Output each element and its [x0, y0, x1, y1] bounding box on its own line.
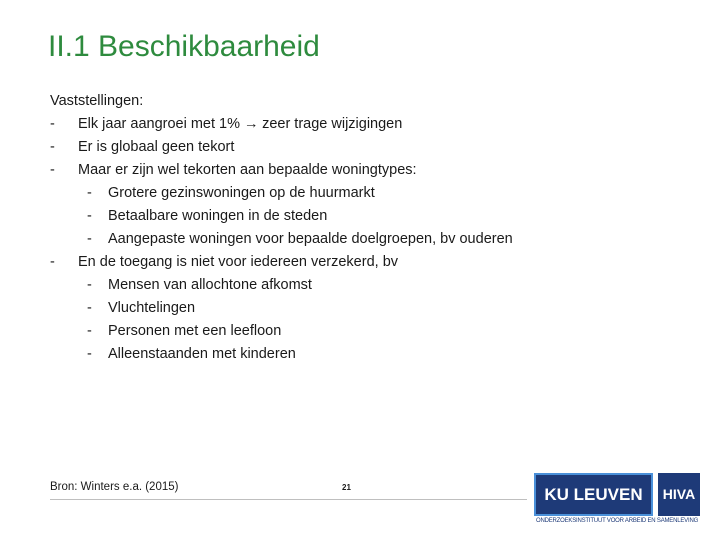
sub-bullet-text: Betaalbare woningen in de steden: [108, 208, 328, 224]
arrow-right-icon: →: [244, 116, 259, 132]
bullet-list: [50, 113, 513, 366]
sub-bullet-text: Grotere gezinswoningen op de huurmarkt: [108, 185, 375, 201]
sub-bullet-text: Alleenstaanden met kinderen: [108, 346, 296, 362]
sub-bullet-text: Personen met een leefloon: [108, 323, 282, 339]
bullet-dash: -: [87, 185, 92, 201]
bullet-text: Maar er zijn wel tekorten aan bepaalde woningtypes:: [78, 162, 417, 178]
bullet-item: [50, 251, 513, 274]
intro-text: Vaststellingen:: [50, 93, 144, 109]
logo-tagline: ONDERZOEKSINSTITUUT VOOR ARBEID EN SAMENLEVING: [536, 518, 699, 524]
sub-bullet-item: [50, 274, 513, 297]
bullet-dash: -: [50, 254, 55, 270]
bullet-text: En de toegang is niet voor iedereen verzekerd, bv: [78, 254, 399, 270]
sub-bullet-text: Aangepaste woningen voor bepaalde doelgroepen, bv ouderen: [108, 231, 513, 247]
bullet-dash: -: [50, 162, 55, 178]
bullet-item: [50, 159, 513, 182]
bullet-dash: -: [87, 231, 92, 247]
slide-title: II.1 Beschikbaarheid: [48, 30, 320, 63]
source-citation: Bron: Winters e.a. (2015): [50, 481, 179, 493]
footer-divider: [50, 499, 527, 500]
page-number: 21: [342, 483, 351, 492]
bullet-dash: -: [50, 139, 55, 155]
bullet-item: [50, 136, 513, 159]
bullet-dash: -: [50, 116, 55, 132]
sub-bullet-item: [50, 297, 513, 320]
sub-bullet-text: Mensen van allochtone afkomst: [108, 277, 312, 293]
bullet-dash: -: [87, 323, 92, 339]
bullet-text: Er is globaal geen tekort: [78, 139, 235, 155]
bullet-dash: -: [87, 346, 92, 362]
bullet-dash: -: [87, 277, 92, 293]
ku-leuven-logo: KU LEUVEN: [534, 473, 653, 516]
sub-bullet-item: [50, 228, 513, 251]
sub-bullet-item: [50, 320, 513, 343]
bullet-item: [50, 113, 513, 136]
sub-bullet-item: [50, 205, 513, 228]
bullet-text: zeer trage wijzigingen: [262, 116, 403, 132]
sub-bullet-item: [50, 182, 513, 205]
bullet-dash: -: [87, 208, 92, 224]
bullet-dash: -: [87, 300, 92, 316]
sub-bullet-item: [50, 343, 513, 366]
hiva-logo: HIVA: [658, 473, 700, 516]
slide-body: [50, 90, 513, 366]
sub-bullet-text: Vluchtelingen: [108, 300, 196, 316]
bullet-text: Elk jaar aangroei met 1%: [78, 116, 240, 132]
